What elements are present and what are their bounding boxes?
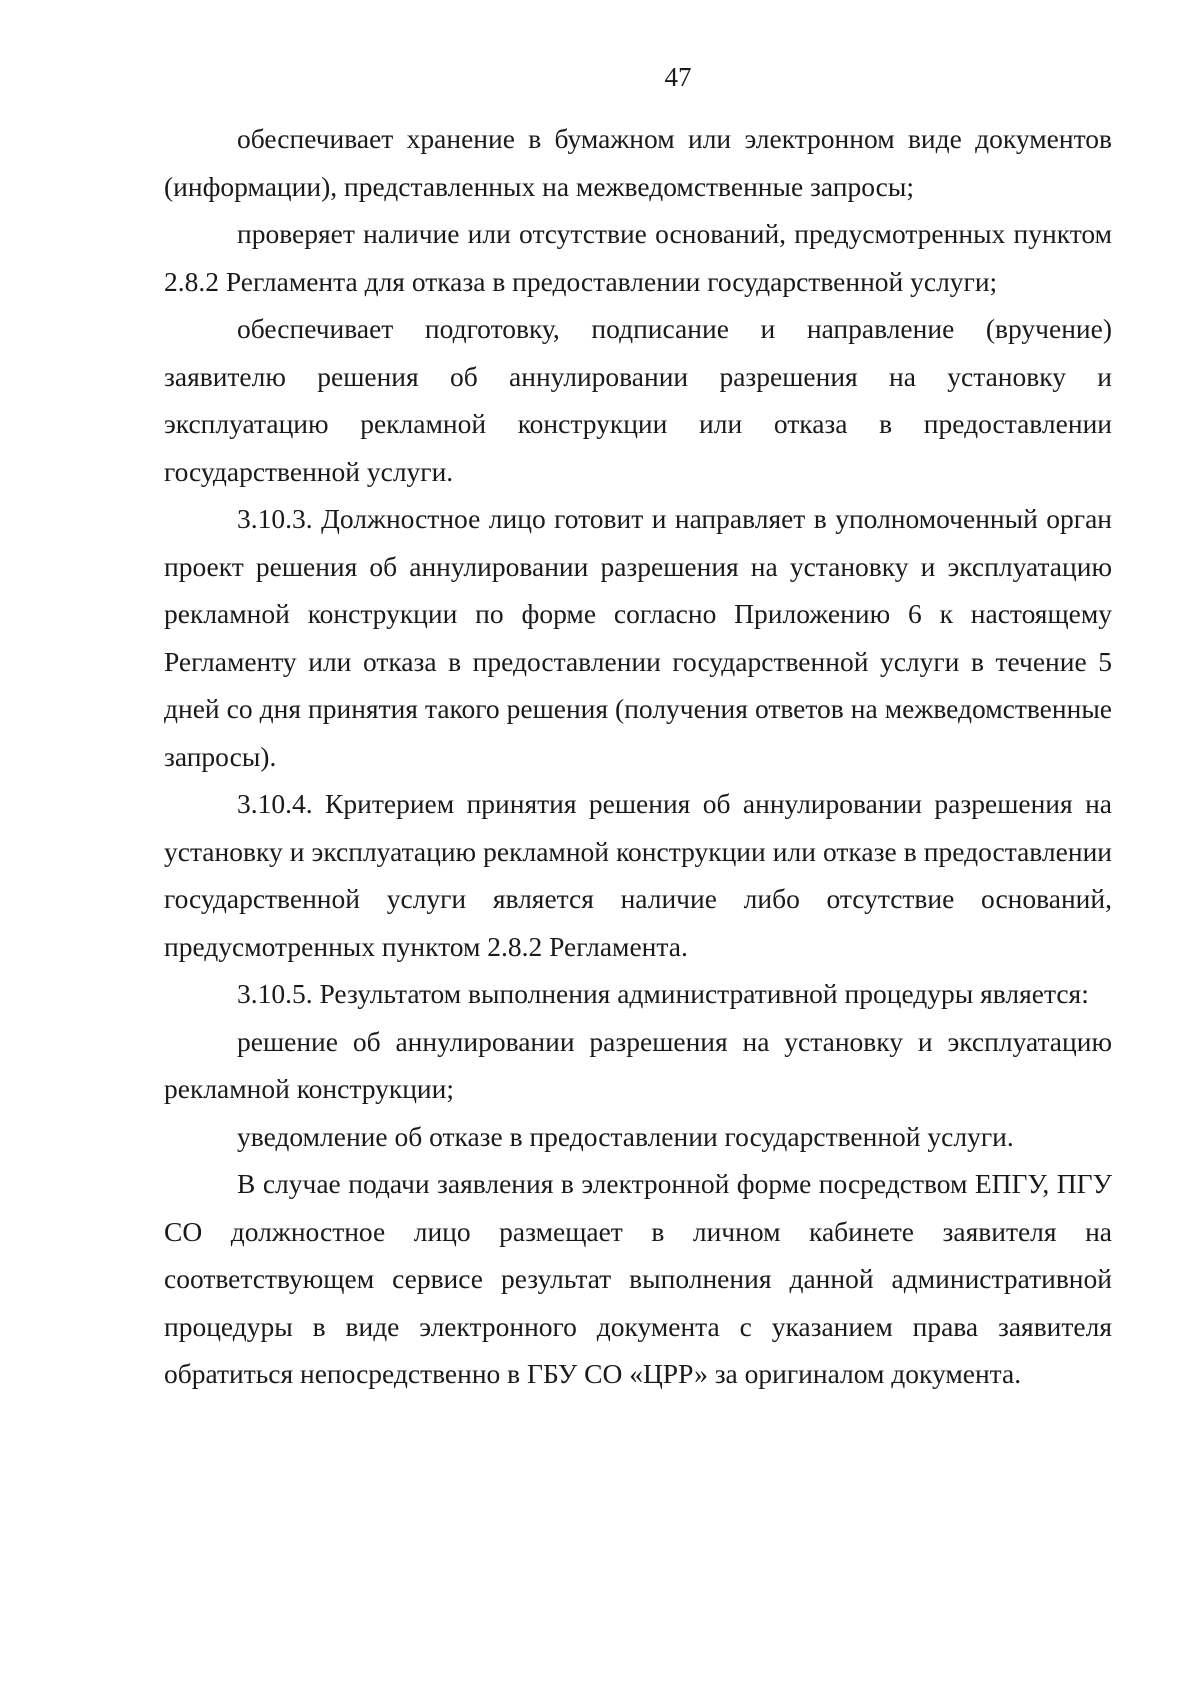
paragraph: В случае подачи заявления в электронной форме посредством ЕПГУ, ПГУ СО должностное лицо размещает в личном кабинете заявителя на соответствующем сервисе результат выполнения данной административной процедуры в виде электронного документа с указанием права заявителя обратиться непосредственно в ГБУ СО «ЦРР» за оригиналом документа. — [164, 1168, 1112, 1389]
paragraph: 3.10.5. Результатом выполнения административной процедуры является: — [237, 978, 1089, 1009]
paragraph: уведомление об отказе в предоставлении государственной услуги. — [237, 1120, 1014, 1152]
paragraph: 3.10.4. Критерием принятия решения об аннулировании разрешения на установку и эксплуатацию рекламной конструкции или отказе в предоставлении государственной услуги является наличие либо отсутствие оснований, предусмотренных пунктом 2.8.2 Регламента. — [164, 788, 1112, 962]
page-number: 47 — [664, 62, 692, 92]
paragraph: решение об аннулировании разрешения на установку и эксплуатацию рекламной конструкции; — [164, 1025, 1112, 1104]
paragraph: 3.10.3. Должностное лицо готовит и направляет в уполномоченный орган проект решения об аннулировании разрешения на установку и эксплуатацию рекламной конструкции по форме согласно Приложению 6 к настоящему Регламенту или отказа в предоставлении государственной услуги в течение 5 дней со дня принятия такого решения (получения ответов на межведомственные запросы). — [164, 503, 1112, 772]
paragraph: обеспечивает хранение в бумажном или электронном виде документов (информации), представленных на межведомственные запросы; — [164, 123, 1112, 202]
document-body — [164, 115, 1112, 1398]
paragraph: проверяет наличие или отсутствие оснований, предусмотренных пунктом 2.8.2 Регламента для отказа в предоставлении государственной услуги; — [164, 218, 1112, 297]
paragraph: обеспечивает подготовку, подписание и направление (вручение) заявителю решения об аннулировании разрешения на установку и эксплуатацию рекламной конструкции или отказа в предоставлении государственной услуги. — [164, 313, 1112, 487]
